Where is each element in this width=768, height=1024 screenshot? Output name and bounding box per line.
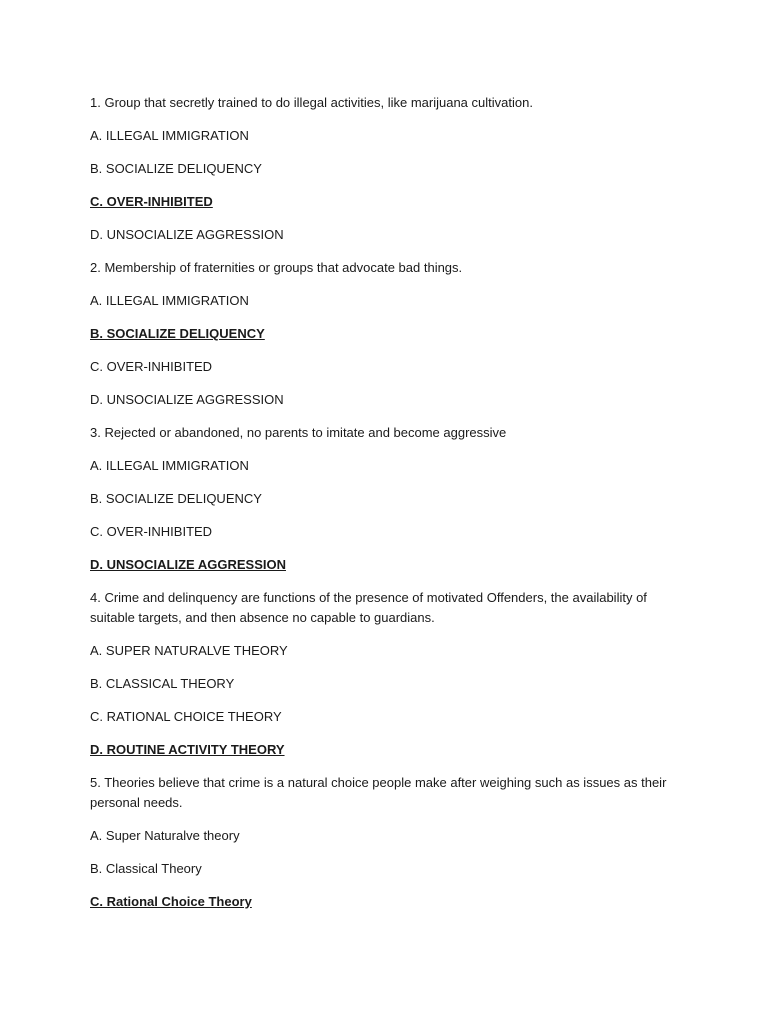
- question-text: 1. Group that secretly trained to do illegal activities, like marijuana cultivation.: [90, 95, 533, 110]
- option: A. ILLEGAL IMMIGRATION: [90, 128, 249, 143]
- option: B. SOCIALIZE DELIQUENCY: [90, 491, 262, 506]
- question-text: 3. Rejected or abandoned, no parents to imitate and become aggressive: [90, 425, 507, 440]
- option: D. UNSOCIALIZE AGGRESSION: [90, 227, 284, 242]
- option: B. CLASSICAL THEORY: [90, 676, 235, 691]
- option: B. Classical Theory: [90, 861, 202, 876]
- option: D. UNSOCIALIZE AGGRESSION: [90, 392, 284, 407]
- document-page: [90, 93, 670, 912]
- option: C. RATIONAL CHOICE THEORY: [90, 709, 282, 724]
- option: B. SOCIALIZE DELIQUENCY: [90, 161, 262, 176]
- correct-option: C. Rational Choice Theory: [90, 894, 252, 909]
- correct-option: D. ROUTINE ACTIVITY THEORY: [90, 742, 285, 757]
- option: A. ILLEGAL IMMIGRATION: [90, 293, 249, 308]
- option: A. SUPER NATURALVE THEORY: [90, 643, 288, 658]
- correct-option: D. UNSOCIALIZE AGGRESSION: [90, 557, 286, 572]
- correct-option: B. SOCIALIZE DELIQUENCY: [90, 326, 265, 341]
- question-text: 2. Membership of fraternities or groups that advocate bad things.: [90, 260, 463, 275]
- question-text: 4. Crime and delinquency are functions of the presence of motivated Offenders, the availability of suitable targets, and then absence no capable to guardians.: [90, 590, 647, 625]
- option: A. ILLEGAL IMMIGRATION: [90, 458, 249, 473]
- option: C. OVER-INHIBITED: [90, 524, 213, 539]
- option: A. Super Naturalve theory: [90, 828, 240, 843]
- option: C. OVER-INHIBITED: [90, 359, 213, 374]
- correct-option: C. OVER-INHIBITED: [90, 194, 213, 209]
- question-text: 5. Theories believe that crime is a natural choice people make after weighing such as issues as their personal needs.: [90, 775, 667, 810]
